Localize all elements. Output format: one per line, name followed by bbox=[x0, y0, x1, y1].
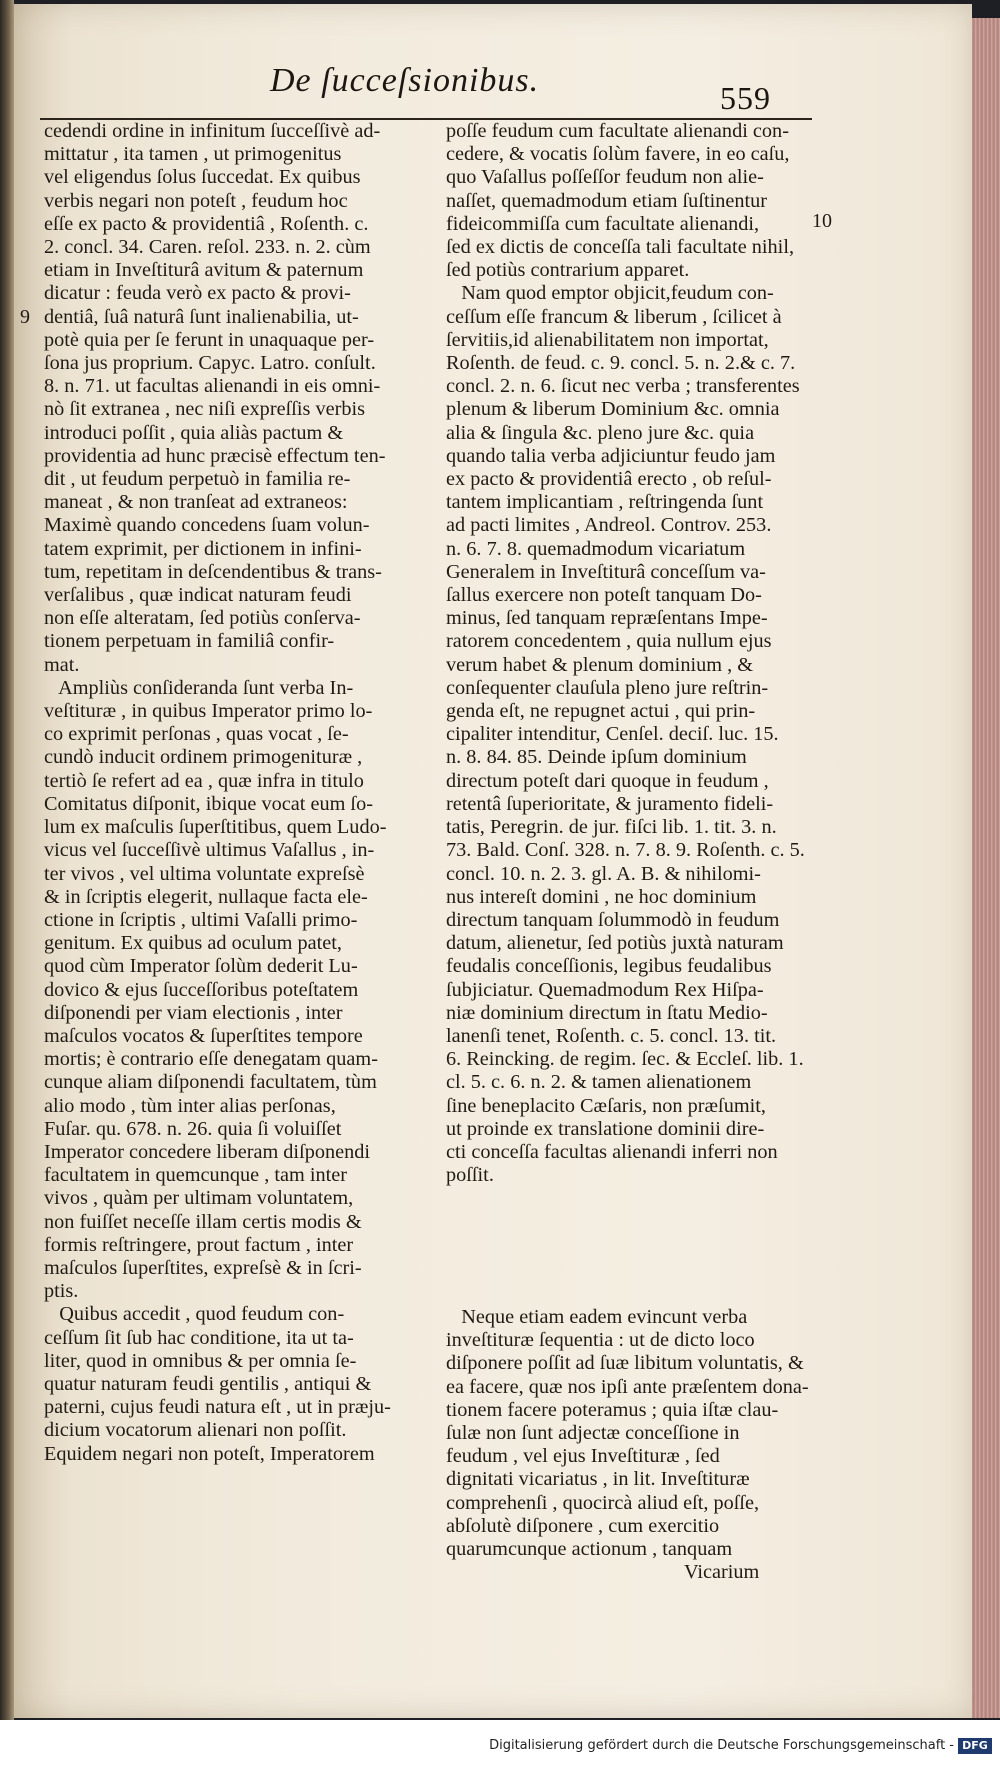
text-column-right-lower: Neque etiam eadem evincunt verba inveſtituræ ſequentia : ut de dicto loco diſponere poſſit ad ſuæ libitum voluntatis, & ea facere, quæ nos ipſi ante præſentem dona- tionem facere poteramus ; quia iſtæ clau- ſulæ non ſunt adjectæ conceſſione in feudum , vel ejus Inveſtituræ , ſed dignitati vicariatus , in lit. Inveſtituræ comprehenſi , quocircà aliud eſt, poſſe, abſolutè diſponere , cum exercitio quarumcunque actionum , tanquam Vicarium bbox=[446, 1306, 809, 1584]
margin-line-number: 10 bbox=[812, 210, 832, 232]
footer-credit: Digitalisierung gefördert durch die Deutsche Forschungsgemeinschaft - bbox=[489, 1738, 954, 1753]
page-header-title: De ſucceſsionibus. bbox=[270, 62, 540, 99]
scan-left-edge bbox=[0, 0, 14, 1720]
text-column-right: poſſe feudum cum facultate alienandi con- cedere, & vocatis ſolùm favere, in eo caſu, quo Vaſallus poſſeſſor feudum non alie- naſſet, quemadmodum etiam ſuſtinentur fideicommiſſa cum facultate alienandi, ſed ex dictis de conceſſa tali facultate nihil, ſed potiùs contrarium apparet. Nam quod emptor objicit,feudum con- ceſſum eſſe francum & liberum , ſcilicet à ſervitiis,id alienabilitatem non importat, Roſenth. de feud. c. 9. concl. 5. n. 2.& c. 7. concl. 2. n. 6. ſicut nec verba ; transferentes plenum & liberum Dominium &c. omnia alia & ſingula &c. pleno jure &c. quia quando talia verba adjiciuntur feudo jam ex pacto & providentiâ erecto , ob reſul- tantem implicantiam , reſtringenda ſunt ad pacti limites , Andreol. Controv. 253. n. 6. 7. 8. quemadmodum vicariatum Generalem in Inveſtiturâ conceſſum va- ſallus exercere non poteſt tanquam Do- minus, ſed tanquam repræſentans Impe- ratorem concedentem , quia nullum ejus verum habet & plenum dominium , & conſequenter clauſula pleno jure reſtrin- genda eſt, ne repugnet actui , qui prin- cipaliter intenditur, Cenſel. deciſ. luc. 15. n. 8. 84. 85. Deinde ipſum dominium directum poteſt dari quoque in feudum , retentâ ſuperioritate, & juramento fideli- tatis, Peregrin. de jur. fiſci lib. 1. tit. 3. n. 73. Bald. Conſ. 328. n. 7. 8. 9. Roſenth. c. 5. concl. 10. n. 2. 3. gl. A. B. & nihilomi- nus intereſt domini , ne hoc dominium directum tanquam ſolummodò in feudum datum, alienetur, ſed potiùs juxtà naturam feudalis conceſſionis, legibus feudalibus ſubjiciatur. Quemadmodum Rex Hiſpa- niæ dominium directum in ſtatu Medio- lanenſi tenet, Roſenth. c. 5. concl. 13. tit. 6. Reincking. de regim. ſec. & Eccleſ. lib. 1. cl. 5. c. 6. n. 2. & tamen alienationem ſine beneplacito Cæſaris, non præſumit, ut proinde ex translatione dominii dire- cti conceſſa facultas alienandi inferri non poſſit. bbox=[446, 120, 805, 1187]
page-number: 559 bbox=[720, 80, 771, 116]
margin-mark: 9 bbox=[20, 306, 30, 328]
footer-bar bbox=[0, 1720, 1000, 1777]
text-column-left: cedendi ordine in infinitum ſucceſſivè ad- mittatur , ita tamen , ut primogenitus vel eligendus ſolus ſuccedat. Ex quibus verbis negari non poteſt , feudum hoc eſſe ex pacto & providentiâ , Roſenth. c. 2. concl. 34. Caren. reſol. 233. n. 2. cùm etiam in Inveſtiturâ avitum & paternum dicatur : feuda verò ex pacto & provi- dentiâ, ſuâ naturâ ſunt inalienabilia, ut- potè quia per ſe ferunt in unaquaque per- ſona jus proprium. Capyc. Latro. conſult. 8. n. 71. ut facultas alienandi in eis omni- nò ſit extranea , nec niſi expreſſis verbis introduci poſſit , quia aliàs pactum & providentia ad hunc præcisè effectum ten- dit , ut feudum perpetuò in familia re- maneat , & non tranſeat ad extraneos: Maximè quando concedens ſuam volun- tatem exprimit, per dictionem in infini- tum, repetitam in deſcendentibus & trans- verſalibus , quæ indicat naturam feudi non eſſe alteratam, ſed potiùs conſerva- tionem perpetuam in familiâ confir- mat. Ampliùs conſideranda ſunt verba In- veſtituræ , in quibus Imperator primo lo- co exprimit perſonas , quas vocat , ſe- cundò inducit ordinem primogenituræ , tertiò ſe refert ad ea , quæ infra in titulo Comitatus diſponit, ibique vocat eum ſo- lum ex maſculis ſuperſtitibus, quem Ludo- vicus vel ſucceſſivè ultimus Vaſallus , in- ter vivos , vel ultima voluntate expreſsè & in ſcriptis elegerit, nullaque facta ele- ctione in ſcriptis , ultimi Vaſalli primo- genitum. Ex quibus ad oculum patet, quod cùm Imperator ſolùm dederit Lu- dovico & ejus ſucceſſoribus poteſtatem diſponendi per viam electionis , inter maſculos vocatos & ſuperſtites tempore mortis; è contrario eſſe denegatam quam- cunque aliam diſponendi facultatem, tùm alio modo , tùm inter alias perſonas, Fuſar. qu. 678. n. 26. quia ſi voluiſſet Imperator concedere liberam diſponendi facultatem in quemcunque , tam inter vivos , quàm per ultimam voluntatem, non fuiſſet neceſſe illam certis modis & formis reſtringere, prout factum , inter maſculos ſuperſtites, expreſsè & in ſcri- ptis. Quibus accedit , quod feudum con- ceſſum ſit ſub hac conditione, ita ut ta- liter, quod in omnibus & per omnia ſe- quatur naturam feudi gentilis , antiqui & paterni, cujus feudi natura eſt , ut in præju- dicium vocatorum alienari non poſſit. Equidem negari non poteſt, Imperatorem bbox=[44, 120, 391, 1465]
dfg-logo: DFG bbox=[958, 1738, 992, 1754]
page-stack-edge bbox=[972, 18, 1000, 1718]
